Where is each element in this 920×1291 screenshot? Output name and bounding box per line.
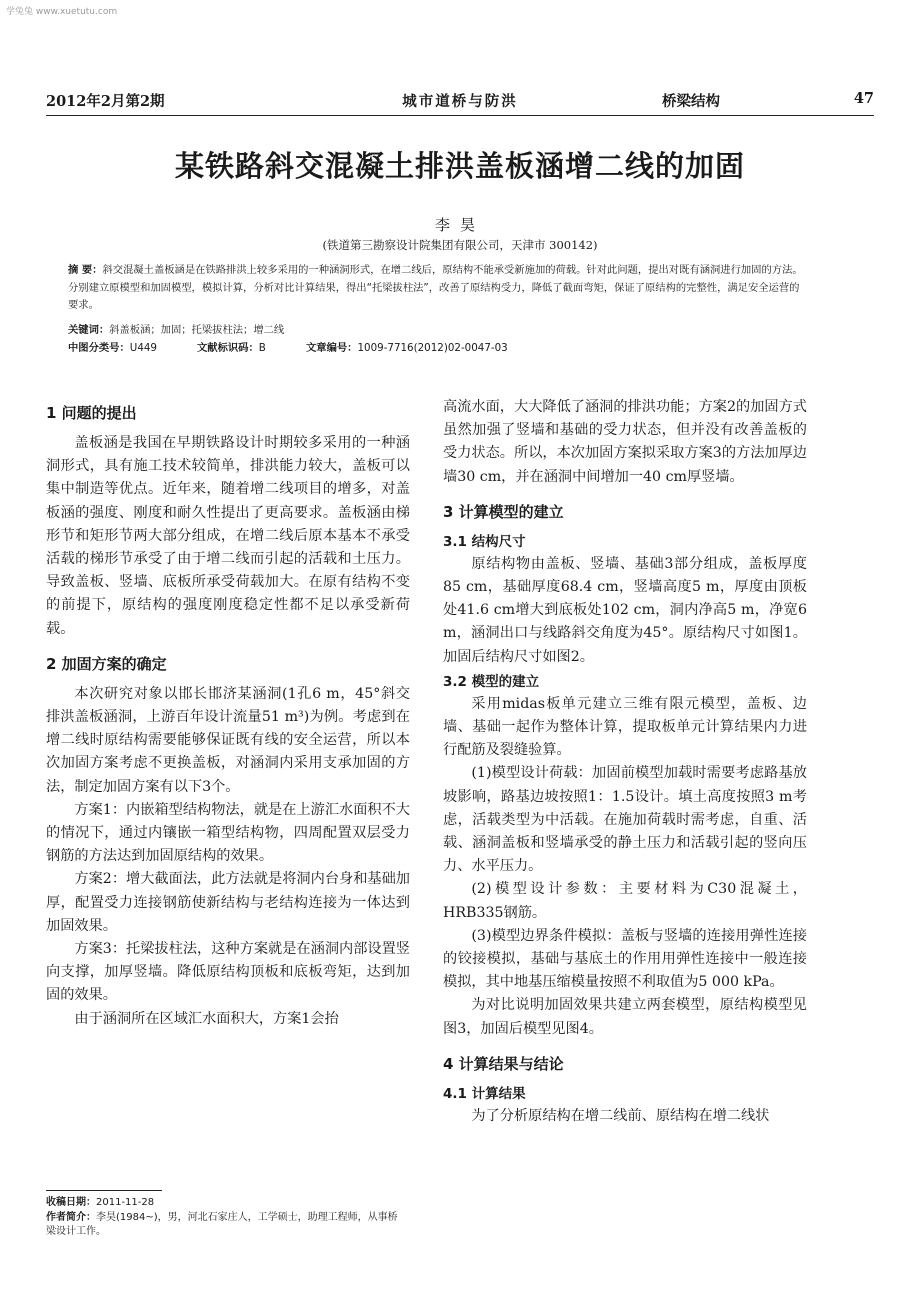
paper-title: 某铁路斜交混凝土排洪盖板涵增二线的加固	[174, 149, 745, 183]
bio-label: 作者简介：	[46, 1211, 96, 1223]
section-4-1-title: 4.1 计算结果	[443, 1085, 526, 1102]
section-1-title: 1 问题的提出	[46, 404, 137, 422]
received-value: 2011-11-28	[96, 1197, 155, 1208]
bio-text: 李昊(1984~)，男，河北石家庄人，工学硕士，助理工程师，从事桥梁设计工作。	[46, 1211, 398, 1237]
section-4-1-paragraph: 为了分析原结构在增二线前、原结构在增二线状	[471, 1107, 770, 1124]
section-2-paragraph-5: 由于涵洞所在区域汇水面积大，方案1会抬	[74, 1010, 339, 1027]
section-1-paragraph: 盖板涵是我国在早期铁路设计时期较多采用的一种涵洞形式，具有施工技术较简单，排洪能力较大，盖板可以集中制造等优点。近年来，随着增二线项目的增多，对盖板涵的强度、刚度和耐久性提出了更高要求。盖板涵由梯形节和矩形节两大部分组成，在增二线后原本基本不承受活载的梯形节承受了由于增二线而引起的活载和土压力。导致盖板、竖墙、底板所承受荷载加大。在原有结构不变的前提下，原结构的强度刚度稳定性都不足以承受新荷载。	[46, 435, 410, 637]
section-3-2-paragraph-4: (3)模型边界条件模拟：盖板与竖墙的连接用弹性连接的铰接模拟，基础与基底土的作用用弹性连接中一般连接模拟，其中地基压缩模量按照不利取值为5 000 kPa。	[443, 927, 807, 991]
section-3-1-title: 3.1 结构尺寸	[443, 533, 526, 550]
author-bio	[46, 1211, 406, 1240]
author-name: 李昊	[434, 216, 485, 234]
doc-code	[197, 339, 266, 354]
abstract-text: 斜交混凝土盖板涵是在铁路排洪上较多采用的一种涵洞形式，在增二线后，原结构不能承受新施加的荷载。针对此问题，提出对既有涵洞进行加固的方法。分别建立原模型和加固模型，模拟计算，分析对比计算结果，得出“托梁拔柱法”，改善了原结构受力，降低了截面弯矩，保证了原结构的完整性，满足安全运营的要求。	[68, 264, 803, 311]
clc-number	[68, 339, 157, 354]
column-name: 桥梁结构	[662, 93, 720, 110]
author-affiliation: (铁道第三勘察设计院集团有限公司，天津市 300142)	[322, 238, 598, 252]
article-number	[306, 339, 508, 354]
continued-paragraph: 高流水面，大大降低了涵洞的排洪功能；方案2的加固方式虽然加强了竖墙和基础的受力状态，但并没有改善盖板的受力状态。所以，本次加固方案拟采取方案3的方法加厚边墙30 cm，并在涵洞中间增加一40 cm厚竖墙。	[443, 399, 807, 485]
abstract-label: 摘 要：	[68, 264, 103, 276]
section-2-title: 2 加固方案的确定	[46, 654, 167, 673]
section-2-paragraph-1: 本次研究对象以邯长邯济某涵洞(1孔6 m，45°斜交排洪盖板涵洞，上游百年设计流量51 m³)为例。考虑到在增二线时原结构需要能够保证既有线的安全运营，所以本次加固方案考虑不更换盖板，对涵洞内采用支承加固的方法，制定加固方案有以下3个。	[46, 685, 410, 795]
section-3-2-paragraph-5: 为对比说明加固效果共建立两套模型，原结构模型见图3，加固后模型见图4。	[443, 997, 807, 1037]
issue-date: 2012年2月第2期	[46, 93, 165, 110]
section-2-paragraph-2: 方案1：内嵌箱型结构物法，就是在上游汇水面积不大的情况下，通过内镶嵌一箱型结构物，四周配置双层受力钢筋的方法达到加固原结构的效果。	[46, 801, 410, 865]
section-3-1-paragraph: 原结构物由盖板、竖墙、基础3部分组成，盖板厚度85 cm，基础厚度68.4 cm，竖墙高度5 m，厚度由顶板处41.6 cm增大到底板处102 cm，洞内净高5 m，净宽6 m，涵洞出口与线路斜交角度为45°。原结构尺寸如图1。加固后结构尺寸如图2。	[443, 555, 807, 665]
footnote	[46, 1196, 406, 1240]
section-3-2-paragraph-1: 采用midas板单元建立三维有限元模型，盖板、边墙、基础一起作为整体计算，提取板单元计算结果内力进行配筋及裂缝验算。	[443, 695, 807, 759]
clc-label: 中图分类号：	[68, 342, 130, 354]
running-header	[46, 90, 874, 112]
header-rule	[46, 115, 874, 116]
section-4-title: 4 计算结果与结论	[443, 1054, 564, 1073]
section-3-title: 3 计算模型的建立	[443, 502, 564, 521]
section-3-2-paragraph-2: (1)模型设计荷载：加固前模型加载时需要考虑路基放坡影响，路基边坡按照1：1.5设计。填土高度按照3 m考虑，活载类型为中活载。在施加荷载时需考虑，自重、活载、涵洞盖板和竖墙承受的静土压力和活载引起的竖向压力、水平压力。	[443, 765, 807, 875]
journal-name: 城市道桥与防洪	[402, 93, 518, 110]
received-label: 收稿日期：	[46, 1197, 96, 1208]
section-3-2-paragraph-3: (2)模型设计参数：主要材料为C30混凝土，HRB335钢筋。	[443, 881, 807, 921]
doc-value: B	[258, 342, 266, 354]
keywords-text: 斜盖板涵；加固；托梁拔柱法；增二线	[109, 324, 285, 336]
watermark: 学兔兔 www.xuetutu.com	[6, 7, 118, 17]
article-value: 1009-7716(2012)02-0047-03	[357, 342, 508, 354]
doc-label: 文献标识码：	[197, 342, 259, 354]
left-column	[46, 396, 410, 1031]
article-label: 文章编号：	[306, 342, 358, 354]
clc-value: U449	[129, 342, 157, 354]
section-3-2-title: 3.2 模型的建立	[443, 673, 540, 690]
received-date	[46, 1196, 406, 1211]
keywords-label: 关键词：	[68, 324, 110, 336]
keywords	[68, 321, 284, 336]
abstract	[68, 262, 806, 315]
section-2-paragraph-3: 方案2：增大截面法，此方法就是将洞内台身和基础加厚，配置受力连接钢筋使新结构与老结构连接为一体达到加固效果。	[46, 871, 410, 934]
section-2-paragraph-4: 方案3：托梁拔柱法，这种方案就是在涵洞内部设置竖向支撑，加厚竖墙。降低原结构顶板和底板弯矩，达到加固的效果。	[46, 941, 410, 1004]
page-number: 47	[853, 90, 874, 107]
right-column	[443, 396, 807, 1128]
footnote-rule	[46, 1190, 162, 1191]
